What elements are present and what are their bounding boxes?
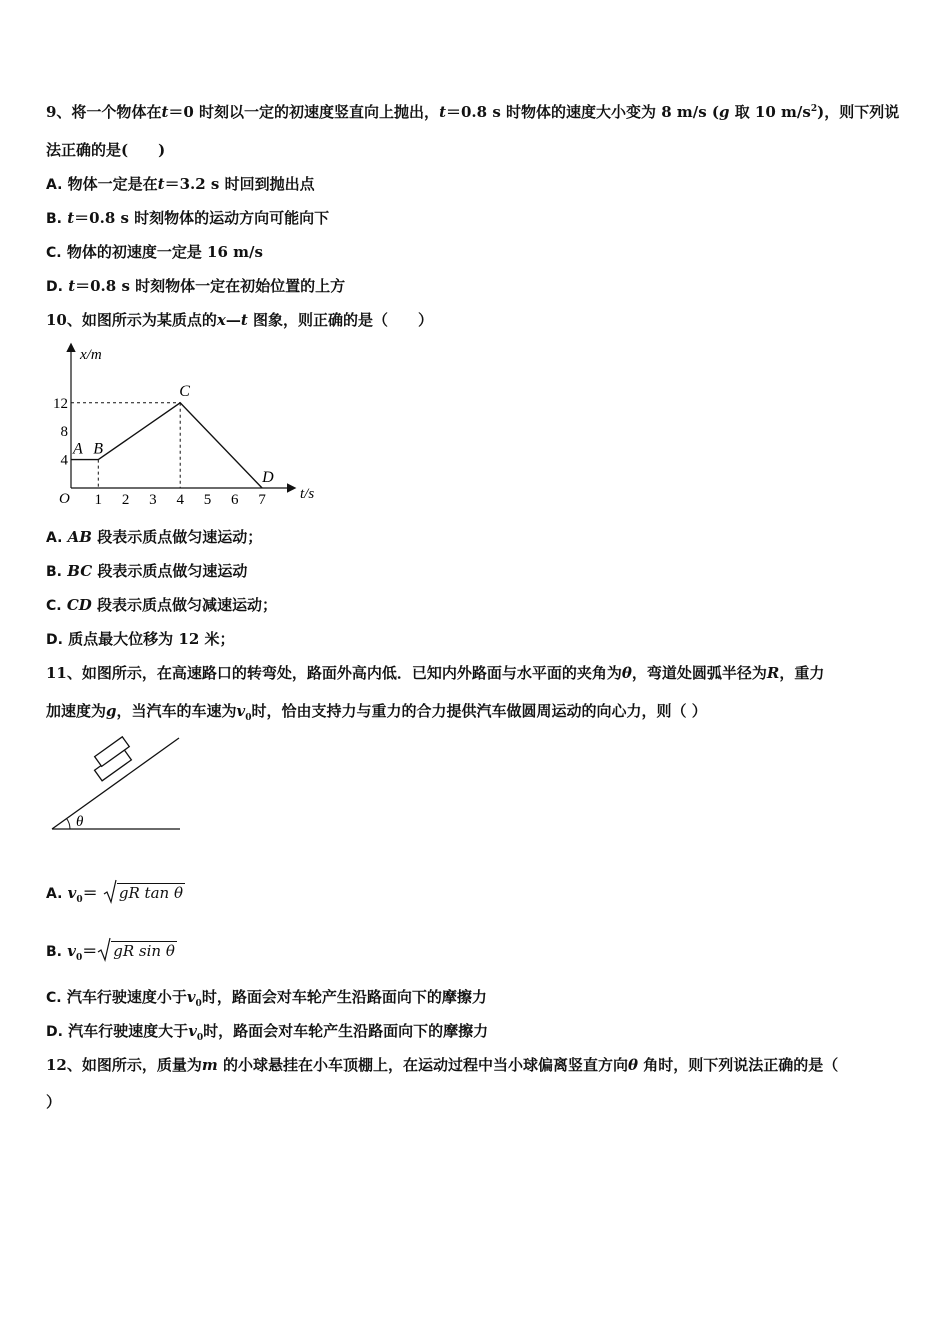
q12-stem-line2: ） [46,1093,62,1111]
point-label-b: B [93,440,104,458]
q10-text: 段表示质点做匀减速运动； [91,596,278,614]
option-label: A. [46,886,63,902]
x-axis-label: t/s [300,486,315,502]
option-label: D. [46,632,63,648]
q9-superscript: 2 [810,104,818,114]
q11-var-v: v [67,884,77,902]
q11-var-g: g [106,702,117,720]
subscript: 0 [195,999,202,1009]
option-label: D. [46,1024,63,1040]
point-label-a: A [73,440,83,458]
q11-var-v: v [67,942,76,960]
origin-label: O [59,491,70,507]
q11-option-c [46,987,487,1008]
q9-text: 物体一定是在 [62,175,158,193]
equals-sign: ＝ [82,884,98,902]
q12-text: 12、如图所示，质量为 [46,1056,202,1074]
q11-option-a [46,878,185,907]
subscript: 0 [196,1033,204,1043]
q9-var-g: g [718,103,730,121]
q9-stem-line1 [46,102,899,122]
option-label: A. [46,530,63,546]
q9-text: ＝0.8 s 时刻物体的运动方向可能向下 [74,209,330,227]
q10-option-b [46,561,247,582]
q9-var-t: t [157,175,165,193]
q11-text: 时，路面会对车轮产生沿路面向下的摩擦力 [201,988,487,1006]
y-tick-label: 8 [60,424,68,441]
q11-text: 汽车行驶速度小于 [61,988,187,1006]
x-tick-label: 1 [94,492,103,508]
x-tick-label: 3 [149,492,157,508]
q11-text: 时，恰由支持力与重力的合力提供汽车做圆周运动的向心力，则（ ） [251,702,707,720]
q10-text: 10、如图所示为某质点的 [46,311,217,329]
q11-text: ，重力 [779,664,825,682]
option-label: D. [46,279,63,295]
q10-text: 质点最大位移为 12 米； [62,630,235,648]
q12-var-m: m [201,1056,218,1074]
q9-text: )，则下列说 [817,103,900,121]
q9-option-d [46,276,345,297]
q10-text: 段表示质点做匀速运动； [91,528,263,546]
point-label-c: C [179,382,190,400]
segment-label: BC [67,562,93,580]
q12-text: 角时，则下列说法正确的是（ [638,1056,839,1074]
x-tick-label: 5 [203,492,212,508]
x-tick-label: 2 [121,492,130,508]
q10-text: 图象，则正确的是（ ） [247,311,434,329]
x-tick-label: 6 [231,492,239,508]
q9-stem-line2: 法正确的是( ) [46,141,166,159]
sqrt-sign [97,936,111,962]
point-label-d: D [262,469,274,486]
option-label: A. [46,177,63,193]
q10-option-c [46,595,277,616]
option-label: B. [46,211,62,227]
sqrt-sign [103,878,117,904]
x-tick-label: 7 [258,492,266,508]
option-label: B. [46,564,62,580]
q11-option-d [46,1021,488,1042]
q9-text: ＝0 时刻以一定的初速度竖直向上抛出， [168,103,440,121]
option-label: B. [46,944,62,960]
guide-lines [71,403,180,488]
q10-stem [46,310,433,330]
y-ticks [53,396,69,469]
option-label: C. [46,598,62,614]
q9-option-a [46,174,315,195]
angle-arc [67,819,70,830]
y-tick-label: 4 [60,452,68,469]
q9-option-b [46,208,329,229]
q9-var-t: t [67,209,75,227]
y-axis-label: x/m [80,347,102,363]
subscript: 0 [75,953,83,963]
q11-text: 11、如图所示，在高速路口的转弯处，路面外高内低．已知内外路面与水平面的夹角为 [46,664,622,682]
x-tick-label: 4 [176,492,184,508]
q9-var-t: t [439,103,446,121]
q11-var-R: R [766,664,780,682]
q11-var-v: v [236,702,246,720]
equals-sign: ＝ [82,942,98,960]
q11-text: 时，路面会对车轮产生沿路面向下的摩擦力 [203,1022,489,1040]
xt-graph [40,340,330,515]
q11-var-v: v [186,988,196,1006]
q9-text: 物体的初速度一定是 16 m/s [61,243,263,261]
q9-var-t: t [161,103,169,121]
q10-dash: — [225,311,241,329]
q9-text: ＝3.2 s 时回到抛出点 [164,175,315,193]
radicand: gR sin θ [113,942,175,960]
q9-text: ＝0.8 s 时物体的速度大小变为 8 m/s ( [446,103,719,121]
q10-option-a [46,527,262,548]
q12-var-theta: θ [627,1056,638,1074]
q10-var-t: t [240,311,248,329]
q11-option-b [46,936,177,965]
incline-figure [46,733,186,835]
segment-label: AB [67,528,92,546]
radicand: gR tan θ [118,884,183,902]
option-label: C. [46,245,62,261]
q11-var-v: v [188,1022,197,1040]
q11-stem-line2 [46,701,707,721]
q12-stem-line1 [46,1055,838,1075]
point-labels [72,383,274,486]
q9-var-t: t [68,277,76,295]
q11-stem-line1 [46,663,824,683]
subscript: 0 [245,713,252,723]
q10-option-d [46,629,235,650]
q11-text: ，弯道处圆弧半径为 [631,664,767,682]
theta-label: θ [76,814,84,830]
x-ticks [95,492,267,508]
q9-text: ＝0.8 s 时刻物体一定在初始位置的上方 [75,277,346,295]
q9-text: 9、将一个物体在 [46,103,162,121]
option-label: C. [46,990,62,1006]
y-tick-label: 12 [53,395,68,412]
q12-text: 的小球悬挂在小车顶棚上，在运动过程中当小球偏离竖直方向 [217,1056,628,1074]
q11-text: ，当汽车的车速为 [116,702,237,720]
q11-text: 汽车行驶速度大于 [62,1022,189,1040]
q9-option-c [46,242,263,263]
subscript: 0 [76,895,83,905]
q10-var-x: x [216,311,226,329]
segment-label: CD [66,596,92,614]
q11-text: 加速度为 [46,702,107,720]
q9-text: 取 10 m/s [729,103,811,121]
q10-text: 段表示质点做匀速运动 [92,562,248,580]
q11-var-theta: θ [621,664,632,682]
